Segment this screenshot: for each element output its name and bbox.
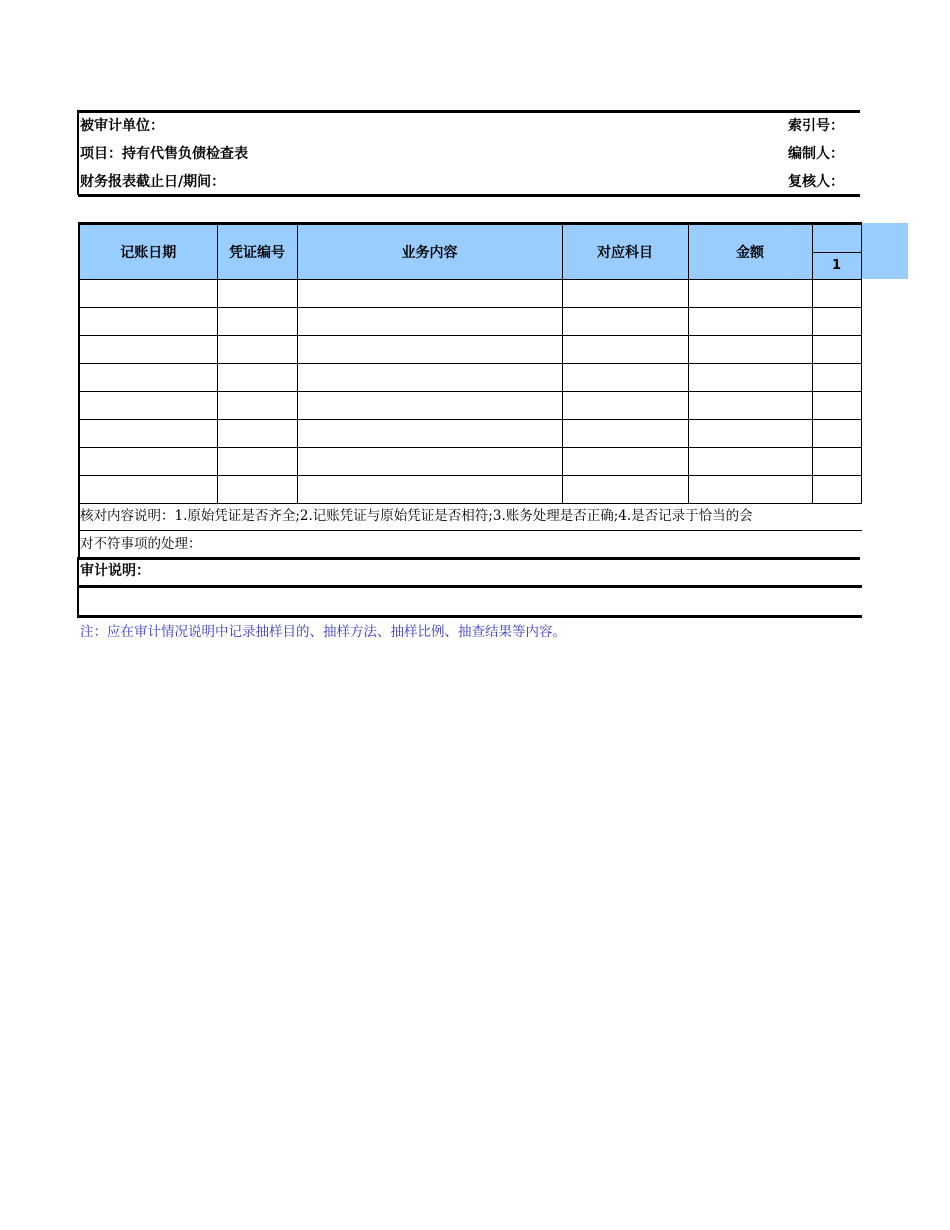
table-cell[interactable] [688,392,812,420]
table-row [79,448,861,476]
table-cell[interactable] [217,280,297,308]
table-row [79,280,861,308]
notes-bottom-rule [77,557,860,560]
table-row [79,336,861,364]
table-cell[interactable] [812,364,861,392]
table-cell[interactable] [688,448,812,476]
table-cell[interactable] [812,476,861,504]
table-cell[interactable] [562,336,688,364]
table-cell[interactable] [297,364,562,392]
table-cell[interactable] [562,308,688,336]
column-header-voucher-no: 凭证编号 [217,224,297,280]
table-cell[interactable] [217,392,297,420]
project-label: 项目：持有代售负债检查表 [80,146,248,162]
table-cell[interactable] [688,336,812,364]
table-cell[interactable] [217,364,297,392]
table-cell[interactable] [562,420,688,448]
table-cell[interactable] [688,364,812,392]
table-cell[interactable] [217,476,297,504]
table-cell[interactable] [79,308,217,336]
table-cell[interactable] [688,476,812,504]
index-label: 索引号： [788,118,844,134]
table-cell[interactable] [217,308,297,336]
table-cell[interactable] [79,420,217,448]
voucher-check-table [78,222,862,504]
table-cell[interactable] [79,476,217,504]
table-cell[interactable] [812,308,861,336]
footnote: 注：应在审计情况说明中记录抽样目的、抽样方法、抽样比例、抽查结果等内容。 [80,624,566,640]
table-cell[interactable] [217,420,297,448]
audited-unit-label: 被审计单位： [80,118,164,134]
table-cell[interactable] [812,448,861,476]
preparer-label: 编制人： [788,146,844,162]
table-cell[interactable] [297,448,562,476]
table-cell[interactable] [297,420,562,448]
table-cell[interactable] [217,336,297,364]
table-cell[interactable] [812,336,861,364]
table-cell[interactable] [297,336,562,364]
table-row [79,392,861,420]
table-cell[interactable] [562,476,688,504]
table-cell[interactable] [688,280,812,308]
table-cell[interactable] [688,420,812,448]
table-cell[interactable] [562,280,688,308]
table-cell[interactable] [79,392,217,420]
reviewer-label: 复核人： [788,174,844,190]
table-cell[interactable] [79,448,217,476]
table-cell[interactable] [812,280,861,308]
check-header-blank [812,224,861,253]
header-fill-extension [861,223,908,279]
column-header-counter-account: 对应科目 [562,224,688,280]
check-column-number: 1 [812,252,861,280]
table-cell[interactable] [297,392,562,420]
table-cell[interactable] [297,308,562,336]
table-cell[interactable] [688,308,812,336]
table-cell[interactable] [79,336,217,364]
table-cell[interactable] [297,280,562,308]
discrepancy-handling: 对不符事项的处理： [78,530,862,558]
table-cell[interactable] [217,448,297,476]
column-header-date: 记账日期 [79,224,217,280]
table-body [79,280,861,504]
table-cell[interactable] [562,392,688,420]
table-cell[interactable] [79,364,217,392]
audit-left-rule [77,557,79,585]
column-header-business-content: 业务内容 [297,224,562,280]
table-row [79,420,861,448]
table-row [79,308,861,336]
audit-explanation-label: 审计说明： [80,563,150,579]
header-top-rule [78,110,860,113]
header-bottom-rule [78,194,860,197]
table-cell[interactable] [812,420,861,448]
header-left-rule [77,110,79,195]
table-row [79,364,861,392]
column-header-amount: 金额 [688,224,812,280]
table-cell[interactable] [562,448,688,476]
check-description: 核对内容说明：1.原始凭证是否齐全;2.记账凭证与原始凭证是否相符;3.账务处理是否正确;4.是否记录于恰当的会 [78,503,862,530]
audit-explanation-box[interactable] [77,585,862,618]
period-label: 财务报表截止日/期间： [80,174,226,190]
table-row [79,476,861,504]
table-cell[interactable] [812,392,861,420]
table-cell[interactable] [297,476,562,504]
table-cell[interactable] [562,364,688,392]
table-cell[interactable] [79,280,217,308]
